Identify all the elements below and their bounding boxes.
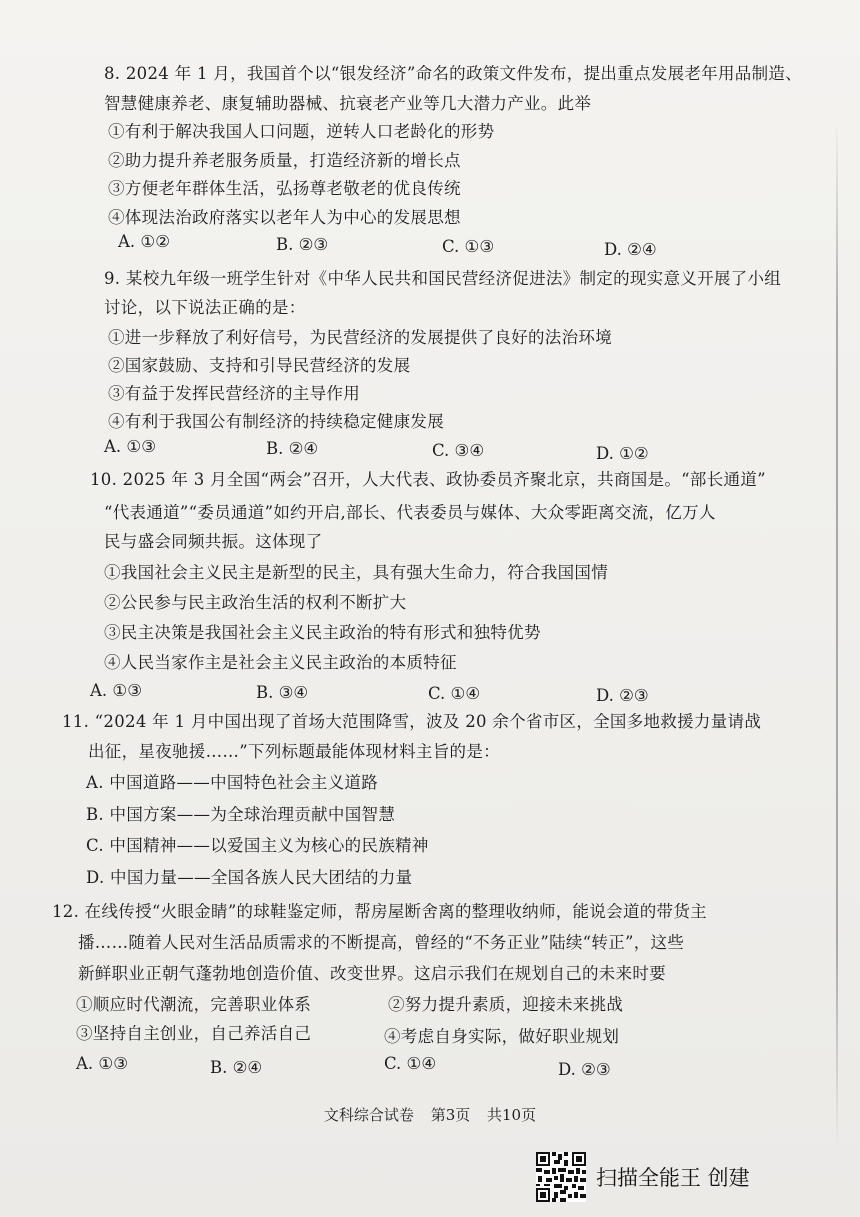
scanner-watermark	[536, 1152, 750, 1202]
statement-item: ③坚持自主创业，自己养活自己	[76, 1024, 312, 1043]
question-text: 8. 2024 年 1 月，我国首个以“银发经济”命名的政策文件发布，提出重点发展老年用品制造、	[104, 64, 802, 83]
question-text: 出征，星夜驰援……”下列标题最能体现材料主旨的是：	[88, 742, 500, 761]
option-c: C. ①③	[442, 237, 495, 256]
statement-item: ④体现法治政府落实以老年人为中心的发展思想	[108, 208, 461, 227]
answer-option: A. 中国道路——中国特色社会主义道路	[86, 773, 379, 792]
statement-item: ③方便老年群体生活，弘扬尊老敬老的优良传统	[108, 179, 461, 198]
statement-item: ②公民参与民主政治生活的权利不断扩大	[104, 593, 407, 612]
footer-subject: 文科综合试卷	[323, 1106, 414, 1124]
footer-total-pages: 共10页	[487, 1106, 537, 1124]
option-b: B. ②④	[210, 1058, 263, 1077]
question-text: “代表通道”“委员通道”如约开启,部长、代表委员与媒体、大众零距离交流，亿万人	[104, 503, 716, 522]
answer-option: C. 中国精神——以爱国主义为核心的民族精神	[86, 836, 429, 855]
option-a: A. ①③	[104, 437, 156, 456]
statement-item: ③有益于发挥民营经济的主导作用	[108, 384, 360, 403]
option-b: B. ③④	[256, 683, 309, 702]
question-text: 民与盛会同频共振。这体现了	[104, 532, 323, 551]
option-d: D. ②③	[596, 686, 649, 705]
question-text: 讨论，以下说法正确的是：	[104, 298, 306, 317]
statement-item: ②努力提升素质，迎接未来挑战	[388, 995, 624, 1014]
option-d: D. ①②	[596, 444, 649, 463]
statement-item: ③民主决策是我国社会主义民主政治的特有形式和独特优势	[104, 623, 541, 642]
page-footer	[0, 1104, 860, 1125]
statement-item: ④考虑自身实际，做好职业规划	[384, 1027, 620, 1046]
statement-item: ①我国社会主义民主是新型的民主，具有强大生命力，符合我国国情	[104, 563, 608, 582]
question-text: 智慧健康养老、康复辅助器械、抗衰老产业等几大潜力产业。此举	[104, 94, 592, 113]
question-text: 11. “2024 年 1 月中国出现了首场大范围降雪，波及 20 余个省市区，全国多地救援力量请战	[62, 712, 762, 731]
option-c: C. ①④	[428, 684, 481, 703]
question-text: 9. 某校九年级一班学生针对《中华人民共和国民营经济促进法》制定的现实意义开展了小组	[104, 269, 782, 288]
option-d: D. ②④	[604, 240, 657, 259]
footer-page-number: 第3页	[430, 1106, 471, 1124]
statement-item: ①顺应时代潮流，完善职业体系	[76, 995, 312, 1014]
option-a: A. ①③	[90, 681, 142, 700]
question-text: 10. 2025 年 3 月全国“两会”召开，人大代表、政协委员齐聚北京，共商国是。“部长通道”	[90, 470, 766, 489]
question-text: 12. 在线传授“火眼金睛”的球鞋鉴定师，帮房屋断舍离的整理收纳师，能说会道的带货主	[52, 902, 707, 921]
question-text: 新鲜职业正朝气蓬勃地创造价值、改变世界。这启示我们在规划自己的未来时要	[78, 964, 666, 983]
answer-option: B. 中国方案——为全球治理贡献中国智慧	[86, 805, 396, 824]
page-edge-shadow	[836, 120, 838, 1150]
option-c: C. ①④	[384, 1054, 437, 1073]
option-c: C. ③④	[432, 441, 485, 460]
option-b: B. ②③	[276, 235, 329, 254]
option-b: B. ②④	[266, 439, 319, 458]
statement-item: ①进一步释放了利好信号，为民营经济的发展提供了良好的法治环境	[108, 328, 612, 347]
statement-item: ②助力提升养老服务质量，打造经济新的增长点	[108, 151, 461, 170]
statement-item: ④有利于我国公有制经济的持续稳定健康发展	[108, 412, 444, 431]
option-a: A. ①③	[76, 1054, 128, 1073]
option-a: A. ①②	[118, 232, 170, 251]
statement-item: ④人民当家作主是社会主义民主政治的本质特征	[104, 653, 457, 672]
statement-item: ①有利于解决我国人口问题，逆转人口老龄化的形势	[108, 122, 495, 141]
watermark-text: 扫描全能王 创建	[596, 1166, 750, 1190]
question-text: 播……随着人民对生活品质需求的不断提高，曾经的“不务正业”陆续“转正”，这些	[78, 933, 685, 952]
statement-item: ②国家鼓励、支持和引导民营经济的发展	[108, 356, 411, 375]
answer-option: D. 中国力量——全国各族人民大团结的力量	[86, 868, 413, 887]
qr-code-icon	[536, 1152, 586, 1202]
option-d: D. ②③	[558, 1060, 611, 1079]
